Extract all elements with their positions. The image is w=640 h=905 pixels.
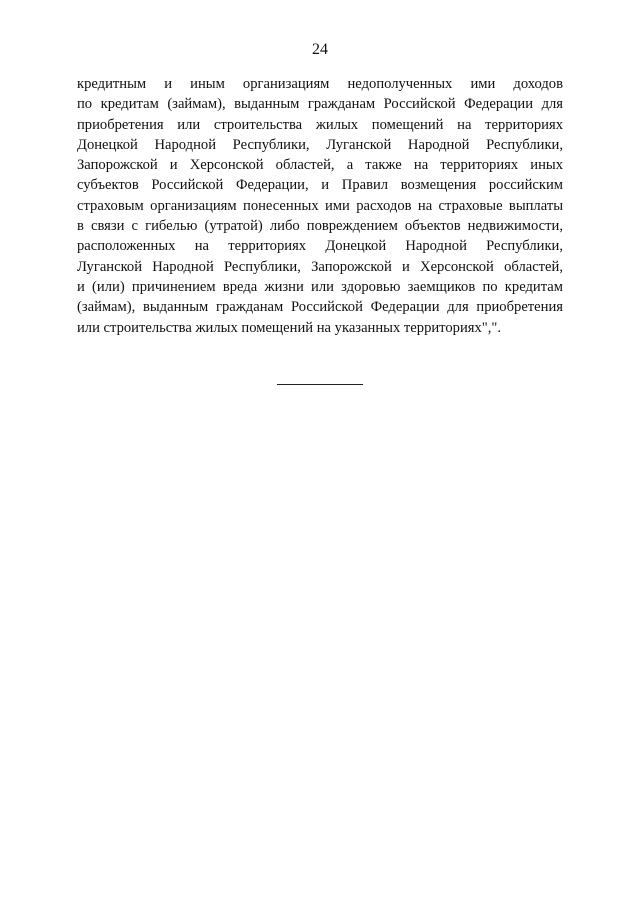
text-line: по кредитам (займам), выданным гражданам Российской Федерации для <box>77 96 563 113</box>
text-line: в связи с гибелью (утратой) либо повреждением объектов недвижимости, <box>77 218 563 235</box>
text-line: субъектов Российской Федерации, и Правил возмещения российским <box>77 177 563 194</box>
body-paragraph <box>77 74 563 338</box>
text-line: Запорожской и Херсонской областей, а также на территориях иных <box>77 157 563 174</box>
text-line: Донецкой Народной Республики, Луганской Народной Республики, <box>77 136 563 153</box>
text-line: приобретения или строительства жилых помещений на территориях <box>77 116 563 133</box>
page-number: 24 <box>312 41 328 58</box>
text-line: Луганской Народной Республики, Запорожской и Херсонской областей, <box>77 258 563 275</box>
text-line: (займам), выданным гражданам Российской Федерации для приобретения <box>77 299 563 316</box>
text-line: и (или) причинением вреда жизни или здоровью заемщиков по кредитам <box>77 278 563 295</box>
text-line: кредитным и иным организациям недополученных ими доходов <box>77 76 563 92</box>
end-divider <box>277 384 363 385</box>
text-line: страховым организациям понесенных ими расходов на страховые выплаты <box>77 197 563 214</box>
text-line: расположенных на территориях Донецкой Народной Республики, <box>77 238 563 255</box>
text-line-last: или строительства жилых помещений на указанных территориях",". <box>77 319 501 336</box>
